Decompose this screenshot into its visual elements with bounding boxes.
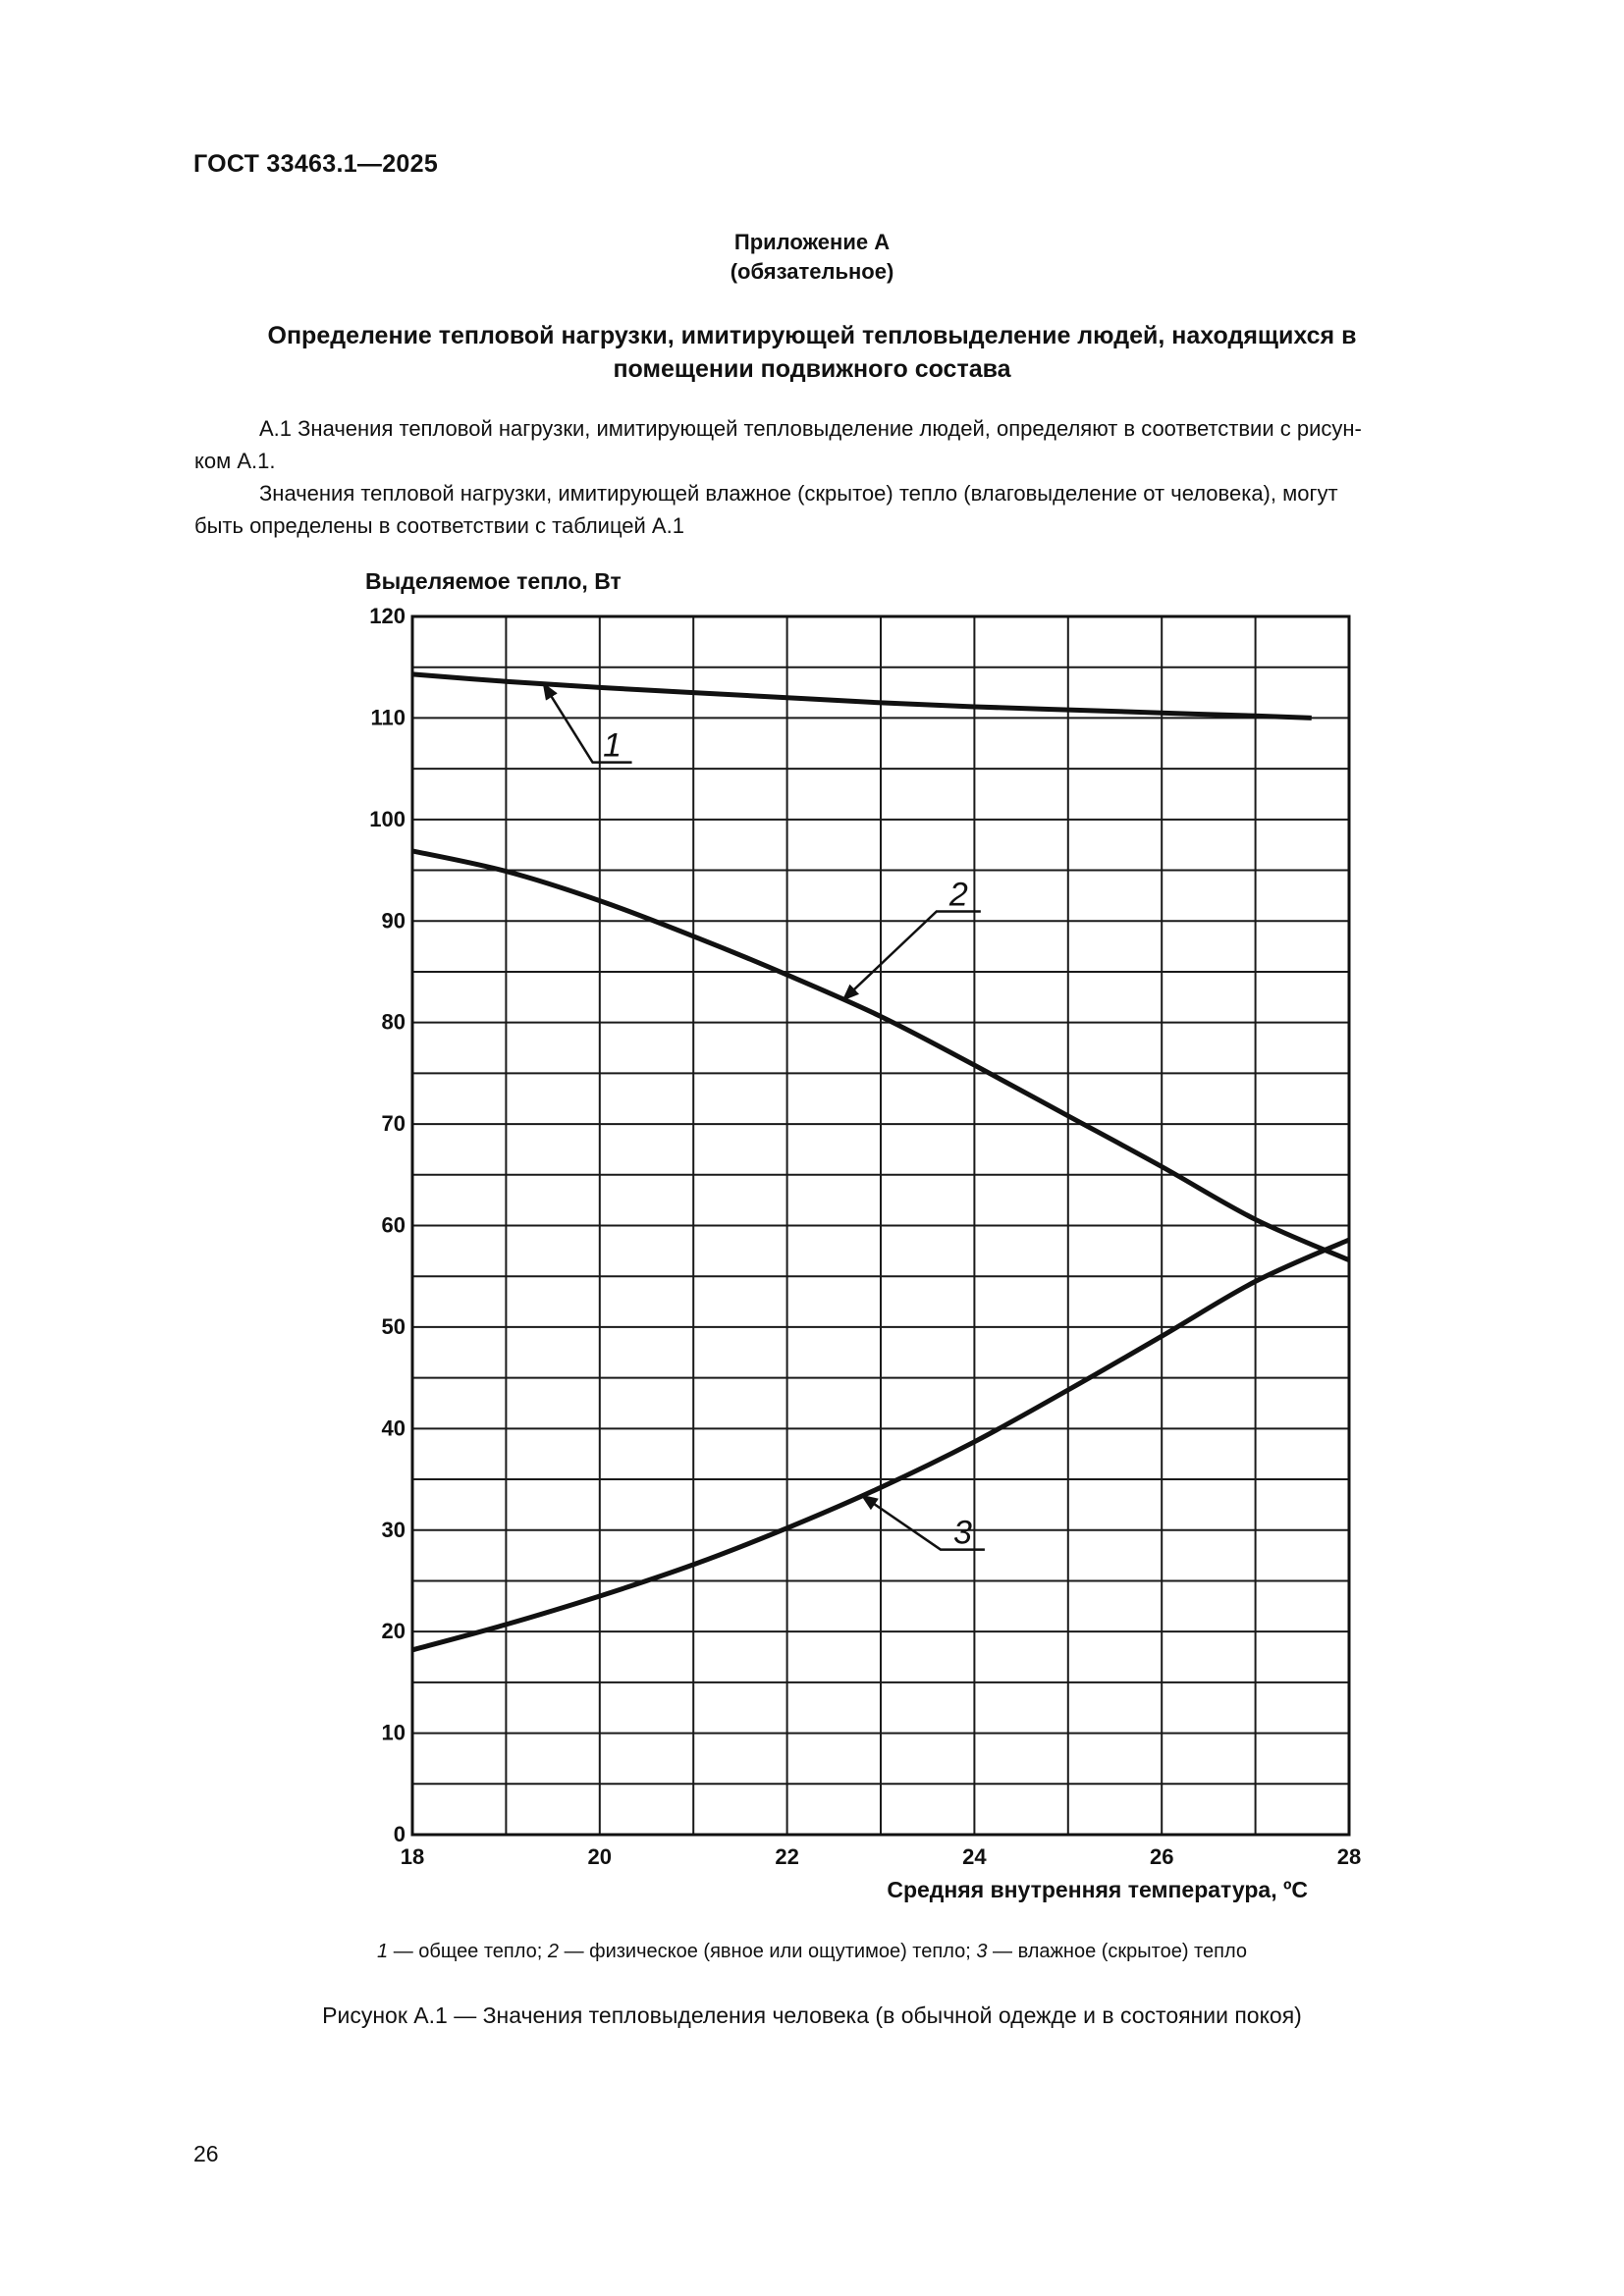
x-tick-label: 20 — [587, 1844, 613, 1869]
y-tick-label: 100 — [369, 806, 406, 831]
page-number: 26 — [193, 2141, 219, 2166]
chart-grid — [412, 616, 1349, 1835]
legend-number-3: 3 — [976, 1941, 988, 1962]
section-title-line2: помещении подвижного состава — [613, 355, 1011, 383]
callout-label-1: 1 — [603, 726, 623, 765]
series-line-1 — [412, 674, 1312, 719]
y-tick-label: 80 — [381, 1009, 406, 1035]
document-code: ГОСТ 33463.1—2025 — [193, 150, 439, 178]
paragraph2-line1: Значения тепловой нагрузки, имитирующей влажное (скрытое) тепло (влаговыделение от человека), могут — [259, 481, 1338, 506]
callout-leader-2 — [843, 912, 981, 1000]
y-tick-label: 50 — [381, 1313, 406, 1339]
x-tick-label: 22 — [775, 1844, 799, 1869]
y-tick-label: 90 — [381, 908, 406, 934]
legend-number-2: 2 — [547, 1941, 560, 1962]
y-tick-label: 40 — [381, 1415, 406, 1441]
legend-text-3: — влажное (скрытое) тепло — [987, 1941, 1247, 1962]
legend-text-2: — физическое (явное или ощутимое) тепло; — [559, 1941, 977, 1962]
x-tick-label: 18 — [400, 1844, 425, 1869]
y-axis-label: Выделяемое тепло, Вт — [365, 568, 622, 594]
chart-tick-labels — [369, 604, 1361, 1869]
x-tick-label: 24 — [962, 1844, 987, 1869]
appendix-title: Приложение А — [733, 230, 891, 254]
x-tick-label: 26 — [1149, 1844, 1174, 1869]
figure-legend — [0, 1941, 1624, 1963]
x-axis-label: Средняя внутренняя температура, ºС — [887, 1877, 1308, 1902]
y-tick-label: 60 — [381, 1212, 406, 1238]
y-tick-label: 110 — [370, 705, 406, 730]
y-tick-label: 20 — [381, 1619, 406, 1644]
paragraph1-line1: А.1 Значения тепловой нагрузки, имитирующей тепловыделение людей, определяют в соответствии с рисун- — [259, 416, 1362, 441]
y-tick-label: 70 — [381, 1111, 406, 1137]
chart-callouts — [544, 684, 985, 1552]
paragraph1-line2: ком А.1. — [194, 449, 276, 473]
legend-number-1: 1 — [377, 1941, 389, 1962]
figure-caption: Рисунок А.1 — Значения тепловыделения человека (в обычной одежде и в состоянии покоя) — [322, 2002, 1302, 2028]
y-tick-label: 120 — [369, 604, 406, 628]
callout-label-3: 3 — [952, 1514, 972, 1552]
y-tick-label: 30 — [381, 1517, 406, 1542]
callout-label-2: 2 — [948, 876, 968, 914]
section-title-line1: Определение тепловой нагрузки, имитирующей тепловыделение людей, находящихся в — [267, 322, 1357, 349]
y-tick-label: 0 — [393, 1822, 406, 1846]
legend-text-1: — общее тепло; — [388, 1941, 548, 1962]
x-tick-label: 28 — [1336, 1844, 1362, 1869]
y-tick-label: 10 — [381, 1720, 406, 1745]
paragraph2-line2: быть определены в соответствии с таблицей А.1 — [194, 513, 684, 538]
appendix-status: (обязательное) — [730, 259, 894, 284]
